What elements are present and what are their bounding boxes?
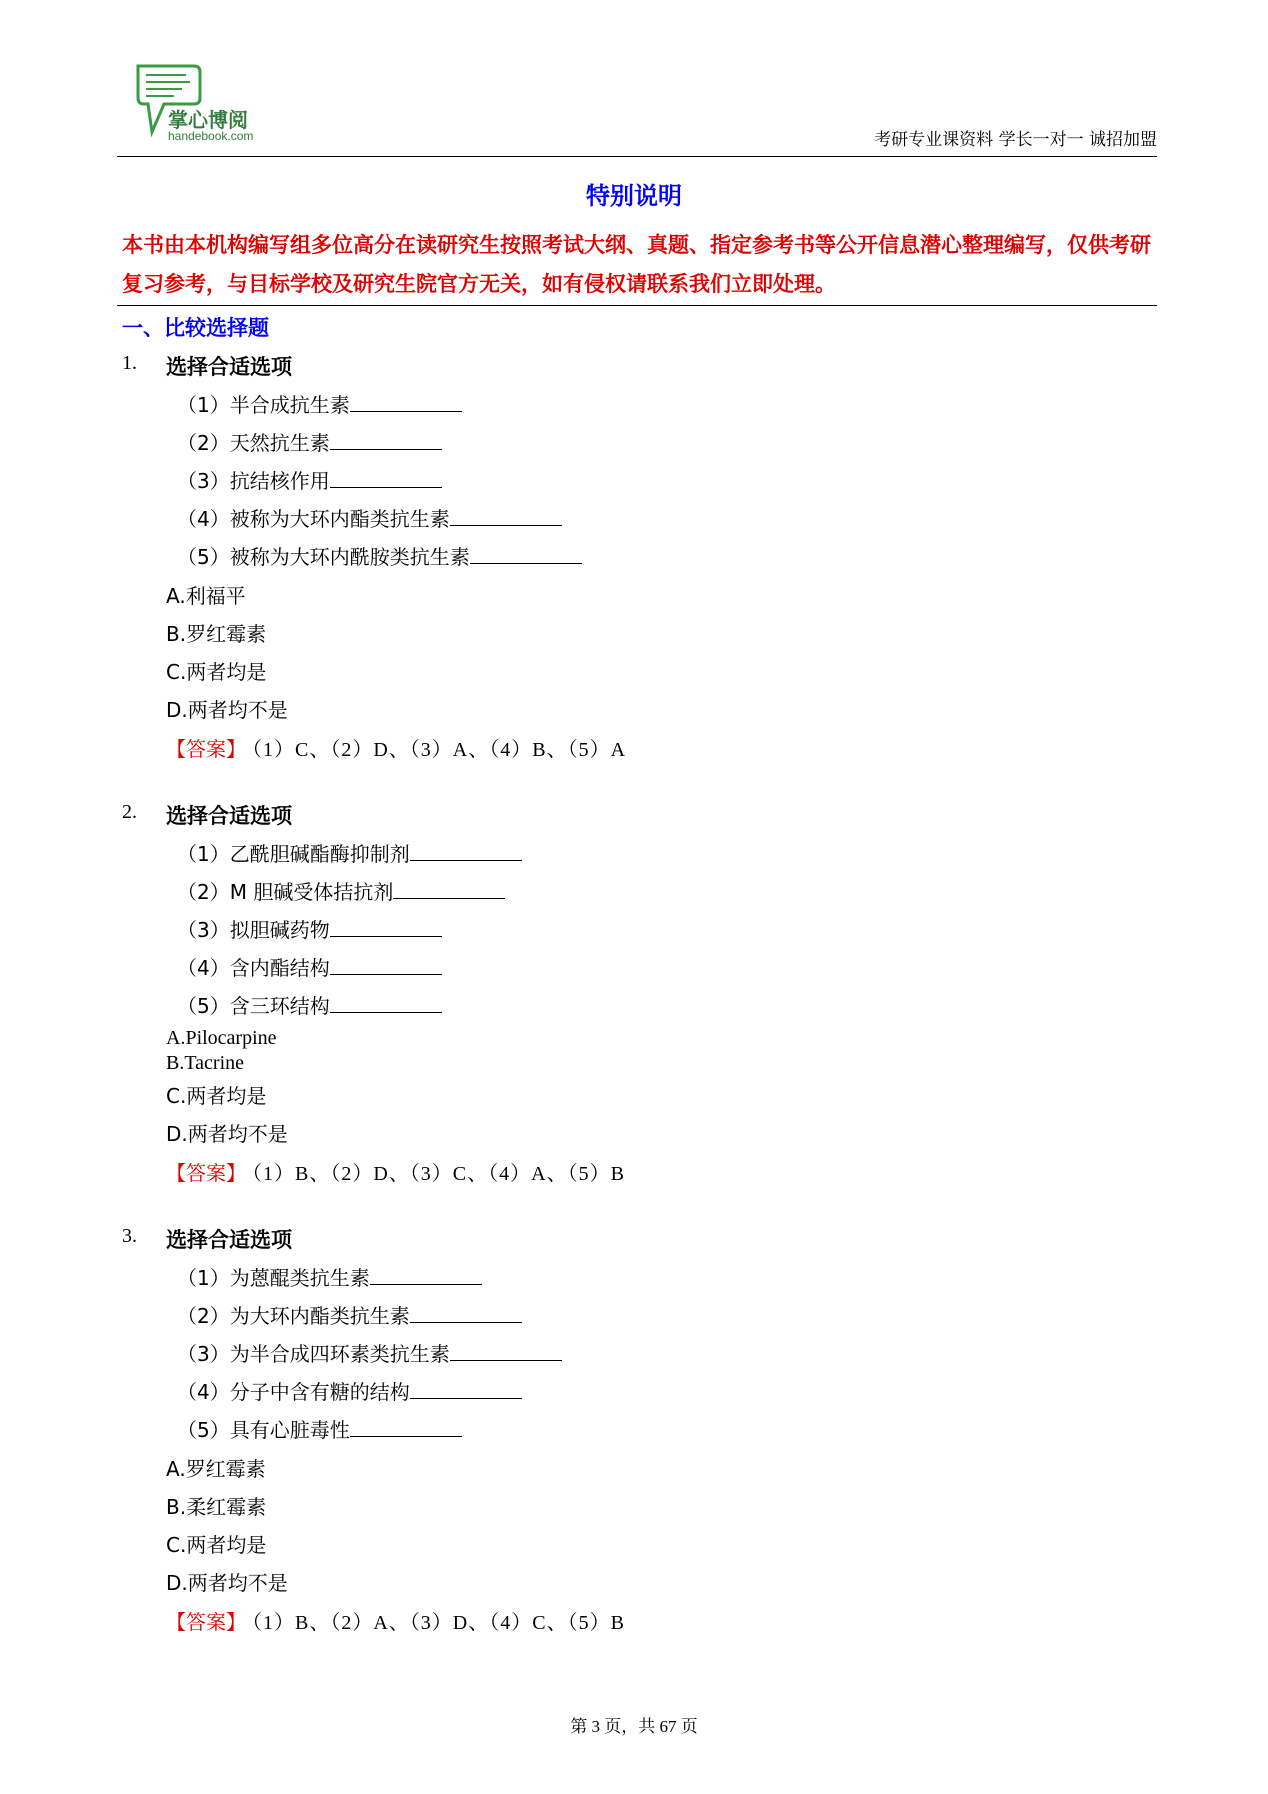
question-title: 选择合适选项 xyxy=(166,804,292,828)
notice-divider xyxy=(117,305,1157,306)
answer-blank xyxy=(350,393,462,412)
question-item xyxy=(177,465,442,494)
item-text: （2）天然抗生素 xyxy=(177,431,330,455)
question-item xyxy=(177,1376,522,1405)
header-tagline: 考研专业课资料 学长一对一 诚招加盟 xyxy=(874,130,1157,150)
item-text: （2）M 胆碱受体拮抗剂 xyxy=(177,880,394,904)
question-item xyxy=(177,1262,482,1291)
answer-line xyxy=(166,1157,625,1186)
question-number: 1. xyxy=(122,352,137,374)
item-text: （4）被称为大环内酯类抗生素 xyxy=(177,507,450,531)
answer-blank xyxy=(450,507,562,526)
option: A.Pilocarpine xyxy=(166,1027,277,1049)
item-text: （2）为大环内酯类抗生素 xyxy=(177,1304,410,1328)
answer-blank xyxy=(330,469,442,488)
question-item xyxy=(177,952,442,981)
question-item xyxy=(177,990,442,1019)
option: A.罗红霉素 xyxy=(166,1457,266,1481)
question-number: 2. xyxy=(122,801,137,823)
answer-blank xyxy=(410,1380,522,1399)
notice-text: 本书由本机构编写组多位高分在读研究生按照考试大纲、真题、指定参考书等公开信息潜心整理编写，仅供考研复习参考，与目标学校及研究生院官方无关，如有侵权请联系我们立即处理。 xyxy=(122,233,1151,296)
answer-label: 【答案】 xyxy=(166,1610,246,1634)
item-text: （3）为半合成四环素类抗生素 xyxy=(177,1342,450,1366)
item-text: （1）半合成抗生素 xyxy=(177,393,350,417)
answer-blank xyxy=(330,994,442,1013)
option: A.利福平 xyxy=(166,584,246,608)
question-item xyxy=(177,541,582,570)
answer-label: 【答案】 xyxy=(166,1161,246,1185)
answer-line xyxy=(166,733,626,762)
question-item xyxy=(177,838,522,867)
option: D.两者均不是 xyxy=(166,698,288,722)
option: B.柔红霉素 xyxy=(166,1495,267,1519)
option: B.罗红霉素 xyxy=(166,622,267,646)
page-title: 特别说明 xyxy=(586,182,682,210)
answer-label: 【答案】 xyxy=(166,737,246,761)
item-text: （5）被称为大环内酰胺类抗生素 xyxy=(177,545,470,569)
option: C.两者均是 xyxy=(166,1533,267,1557)
option: C.两者均是 xyxy=(166,660,267,684)
answer-blank xyxy=(330,918,442,937)
item-text: （1）为蒽醌类抗生素 xyxy=(177,1266,370,1290)
question-number: 3. xyxy=(122,1225,137,1247)
answer-value: （1）C、（2）D、（3）A、（4）B、（5）A xyxy=(252,739,627,761)
question-item xyxy=(177,876,505,905)
item-text: （5）具有心脏毒性 xyxy=(177,1418,350,1442)
section-title: 一、比较选择题 xyxy=(122,316,269,340)
answer-value: （1）B、（2）D、（3）C、（4）A、（5）B xyxy=(252,1163,625,1185)
answer-blank xyxy=(470,545,582,564)
question-item xyxy=(177,503,562,532)
question-title: 选择合适选项 xyxy=(166,1228,292,1252)
question-title: 选择合适选项 xyxy=(166,355,292,379)
answer-blank xyxy=(450,1342,562,1361)
option: C.两者均是 xyxy=(166,1084,267,1108)
item-text: （3）拟胆碱药物 xyxy=(177,918,330,942)
question-item xyxy=(177,1300,522,1329)
item-text: （1）乙酰胆碱酯酶抑制剂 xyxy=(177,842,410,866)
question-item xyxy=(177,1414,462,1443)
answer-blank xyxy=(330,956,442,975)
page-footer: 第 3 页，共 67 页 xyxy=(570,1717,698,1736)
item-text: （4）含内酯结构 xyxy=(177,956,330,980)
answer-blank xyxy=(350,1418,462,1437)
answer-blank xyxy=(330,431,442,450)
question-item xyxy=(177,427,442,456)
answer-line xyxy=(166,1606,625,1635)
answer-blank xyxy=(410,842,522,861)
question-item xyxy=(177,389,462,418)
logo-url: handebook.com xyxy=(168,129,254,143)
answer-blank xyxy=(393,880,505,899)
item-text: （5）含三环结构 xyxy=(177,994,330,1018)
header-divider xyxy=(117,156,1157,157)
logo-text: 掌心博阅 xyxy=(168,108,248,132)
item-text: （4）分子中含有糖的结构 xyxy=(177,1380,410,1404)
answer-value: （1）B、（2）A、（3）D、（4）C、（5）B xyxy=(252,1612,625,1634)
option: D.两者均不是 xyxy=(166,1571,288,1595)
option: D.两者均不是 xyxy=(166,1122,288,1146)
question-item xyxy=(177,914,442,943)
item-text: （3）抗结核作用 xyxy=(177,469,330,493)
option: B.Tacrine xyxy=(166,1052,245,1074)
answer-blank xyxy=(370,1266,482,1285)
answer-blank xyxy=(410,1304,522,1323)
question-item xyxy=(177,1338,562,1367)
